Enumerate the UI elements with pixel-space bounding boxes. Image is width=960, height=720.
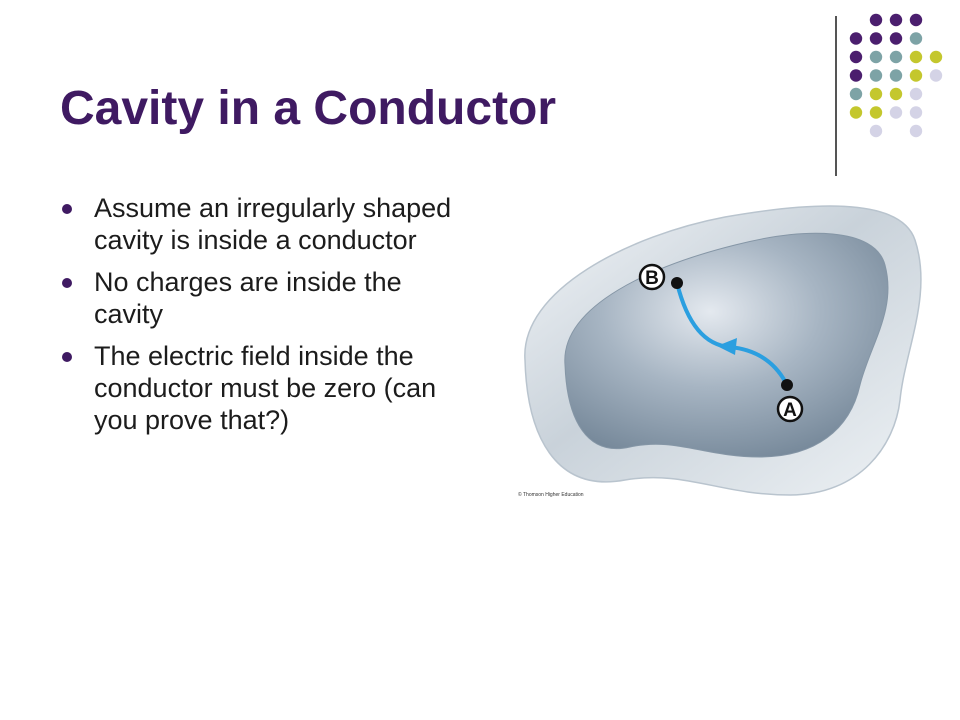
decorative-dot [870, 106, 882, 118]
decorative-dot [910, 32, 922, 44]
decorative-dot [850, 69, 862, 81]
decorative-dot [850, 106, 862, 118]
decorative-dot [910, 88, 922, 100]
decorative-dot [890, 69, 902, 81]
decorative-dot [890, 14, 902, 26]
decorative-dot [910, 51, 922, 63]
decorative-dot [850, 51, 862, 63]
point-b-dot [671, 277, 683, 289]
decorative-dot [910, 125, 922, 137]
cavity-conductor-figure [505, 195, 955, 515]
bullet-marker [62, 204, 72, 214]
decorative-dot [910, 14, 922, 26]
bullet-marker [62, 278, 72, 288]
decorative-dot [910, 106, 922, 118]
decorative-dot [870, 51, 882, 63]
figure-copyright: © Thomson Higher Education [518, 492, 584, 498]
decorative-dot [870, 32, 882, 44]
decorative-dot [930, 51, 942, 63]
point-a-label [778, 397, 802, 421]
bullet-item [60, 192, 460, 256]
point-a-dot [781, 379, 793, 391]
decorative-dot [870, 69, 882, 81]
decorative-dot [890, 32, 902, 44]
decorative-dot [930, 69, 942, 81]
bullet-text: Assume an irregularly shaped cavity is inside a conductor [94, 193, 452, 255]
bullet-marker [62, 352, 72, 362]
bullet-list [60, 192, 460, 446]
decorative-dot [870, 88, 882, 100]
decorative-dot [850, 88, 862, 100]
decorative-vertical-line [835, 16, 837, 176]
decorative-dot [870, 14, 882, 26]
decorative-dot [890, 51, 902, 63]
decorative-dot [890, 88, 902, 100]
bullet-item [60, 340, 460, 436]
decorative-dot [850, 32, 862, 44]
decorative-dot [870, 125, 882, 137]
svg-text:A: A [783, 400, 797, 421]
point-b-label [640, 265, 664, 289]
bullet-text: No charges are inside the cavity [94, 267, 402, 329]
decorative-dot [910, 69, 922, 81]
decorative-dot [890, 106, 902, 118]
bullet-text: The electric field inside the conductor must be zero (can you prove that?) [94, 341, 437, 435]
bullet-item [60, 266, 460, 330]
slide-title: Cavity in a Conductor [60, 82, 557, 135]
svg-text:B: B [645, 268, 659, 289]
